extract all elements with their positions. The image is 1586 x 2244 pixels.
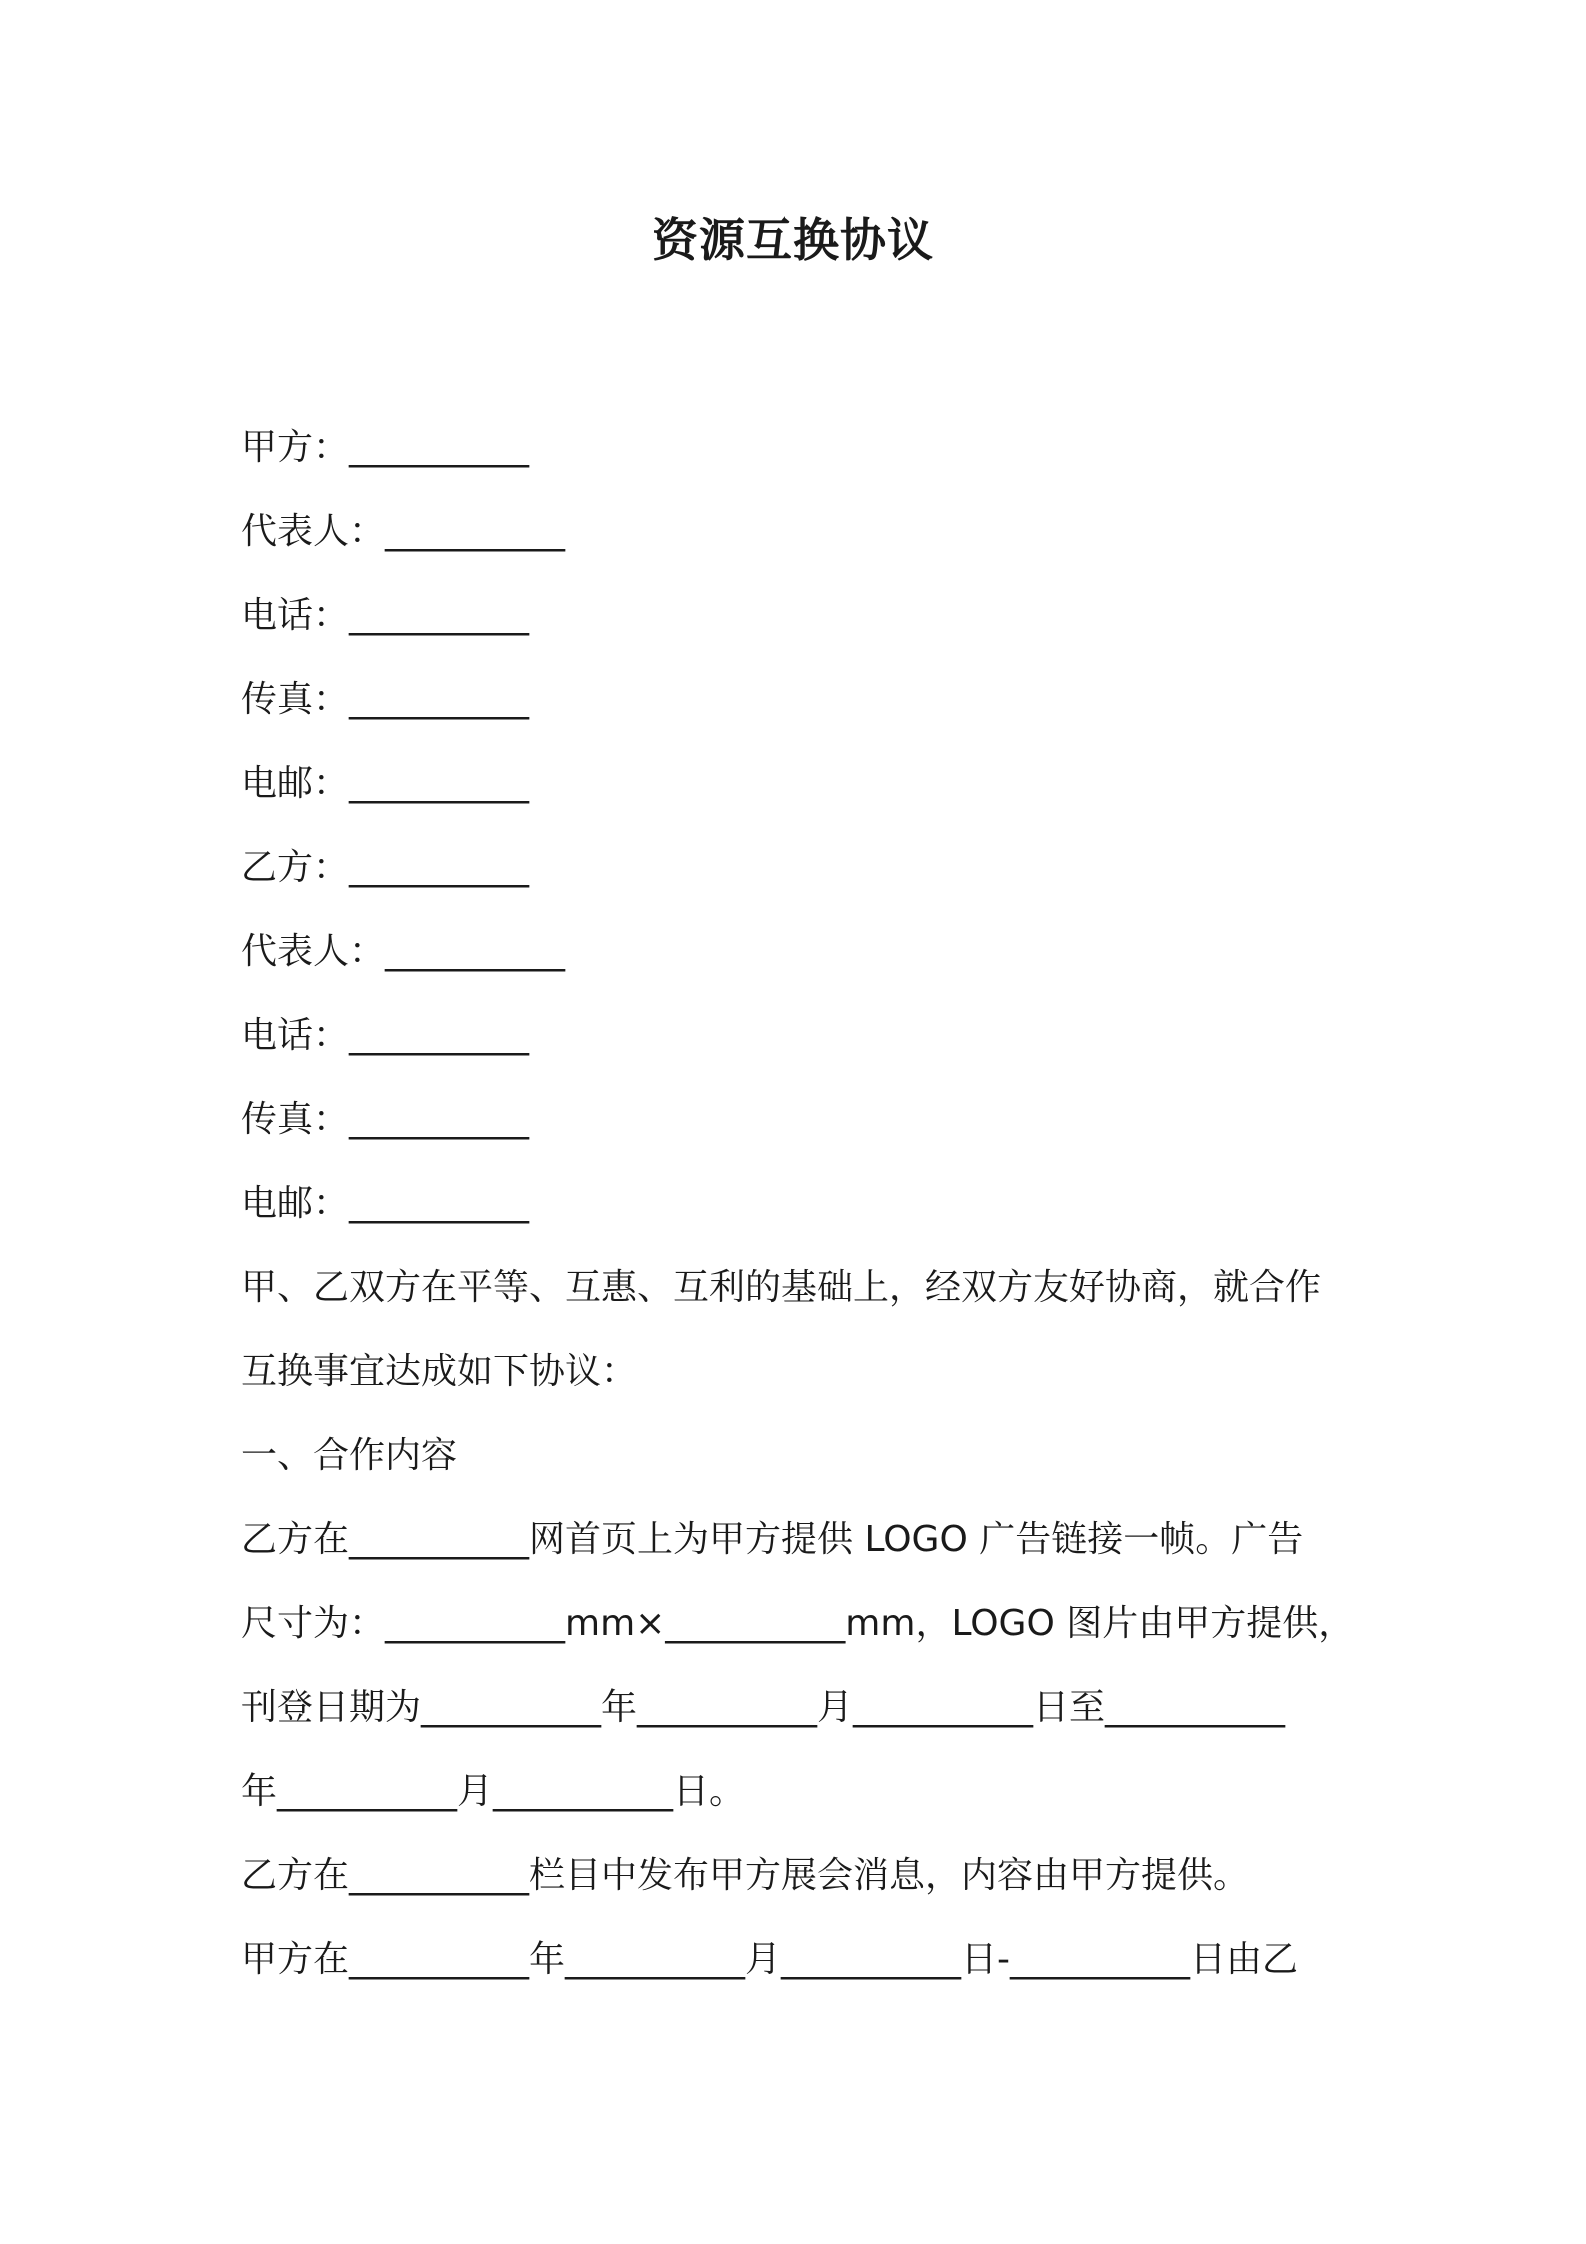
- section-1-heading: 一、合作内容: [241, 1435, 458, 1476]
- party-b-email-line: 电邮：__________: [241, 1183, 530, 1224]
- party-a-fax-line: 传真：__________: [241, 679, 530, 720]
- party-a-representative-line: 代表人：__________: [241, 511, 566, 552]
- party-b-fax-line: 传真：__________: [241, 1099, 530, 1140]
- document-body: [241, 406, 1361, 2002]
- party-b-representative-line: 代表人：__________: [241, 931, 566, 972]
- party-b-name-line: 乙方：__________: [241, 847, 530, 888]
- clause-1-line-1: 乙方在__________网首页上为甲方提供 LOGO 广告链接一帧。广告: [241, 1519, 1304, 1560]
- party-a-name-line: 甲方：__________: [241, 427, 530, 468]
- party-a-email-line: 电邮：__________: [241, 763, 530, 804]
- clause-1-line-2: 尺寸为：__________mm×__________mm，LOGO 图片由甲方提供，: [241, 1603, 1355, 1644]
- clause-3-line-1: 甲方在__________年__________月__________日-__________日由乙: [241, 1939, 1298, 1980]
- clause-1-line-3: 刊登日期为__________年__________月__________日至__________: [241, 1687, 1286, 1728]
- intro-line-2: 互换事宜达成如下协议：: [241, 1351, 638, 1392]
- party-a-phone-line: 电话：__________: [241, 595, 530, 636]
- party-b-phone-line: 电话：__________: [241, 1015, 530, 1056]
- intro-line-1: 甲、乙双方在平等、互惠、互利的基础上，经双方友好协商，就合作: [241, 1267, 1322, 1308]
- clause-1-line-4: 年__________月__________日。: [241, 1771, 746, 1812]
- document-title: 资源互换协议: [652, 213, 934, 267]
- clause-2-line-1: 乙方在__________栏目中发布甲方展会消息，内容由甲方提供。: [241, 1855, 1250, 1896]
